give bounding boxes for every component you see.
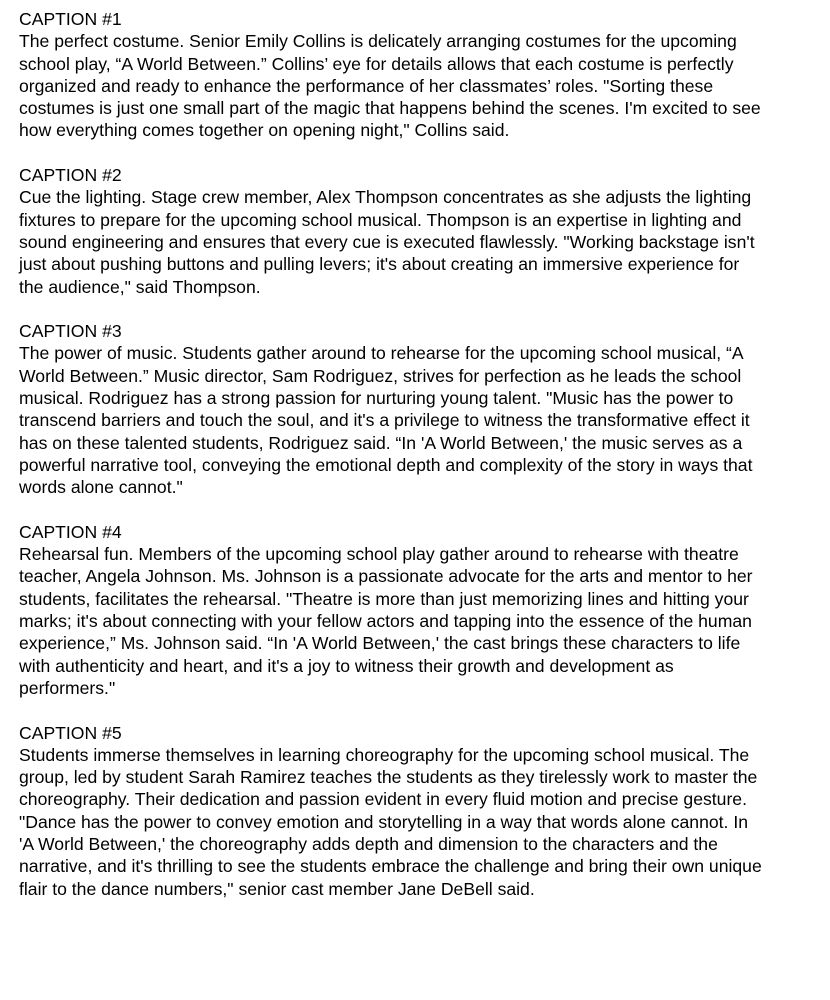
caption-line: powerful narrative tool, conveying the emotional depth and complexity of the story in ways that [19, 454, 753, 475]
caption-line: teacher, Angela Johnson. Ms. Johnson is a passionate advocate for the arts and mentor to her [19, 566, 753, 587]
caption-line: World Between.” Music director, Sam Rodriguez, strives for perfection as he leads the school [19, 365, 742, 386]
caption-line: with authenticity and heart, and it's a joy to witness their growth and development as [19, 655, 674, 676]
caption-line: just about pushing buttons and pulling levers; it's about creating an immersive experience for [19, 254, 740, 275]
caption-line: has on these talented students, Rodriguez said. “In 'A World Between,' the music serves as a [19, 432, 743, 453]
caption-heading: CAPTION #3 [19, 321, 122, 342]
caption-2 [19, 164, 819, 298]
caption-body [19, 186, 819, 297]
caption-line: school play, “A World Between.” Collins’ eye for details allows that each costume is perfectly [19, 53, 734, 74]
caption-body [19, 744, 819, 900]
caption-line: group, led by student Sarah Ramirez teaches the students as they tirelessly work to master the [19, 767, 758, 788]
caption-line: how everything comes together on opening night," Collins said. [19, 120, 510, 141]
caption-4 [19, 521, 819, 699]
caption-heading: CAPTION #1 [19, 9, 122, 29]
caption-heading: CAPTION #4 [19, 521, 122, 542]
caption-line: marks; it's about connecting with your fellow actors and tapping into the essence of the human [19, 611, 752, 632]
caption-line: students, facilitates the rehearsal. "Theatre is more than just memorizing lines and hitting your [19, 588, 749, 609]
caption-body [19, 30, 819, 141]
caption-line: fixtures to prepare for the upcoming school musical. Thompson is an expertise in lighting and [19, 209, 742, 230]
caption-1 [19, 8, 819, 142]
caption-line: The perfect costume. Senior Emily Collins is delicately arranging costumes for the upcoming [19, 31, 737, 52]
caption-line: organized and ready to enhance the performance of her classmates’ roles. "Sorting these [19, 75, 714, 96]
caption-line: transcend barriers and touch the soul, and it's a privilege to witness the transformative effect it [19, 410, 750, 431]
caption-line: performers." [19, 677, 116, 698]
caption-line: costumes is just one small part of the magic that happens behind the scenes. I'm excited to see [19, 98, 761, 119]
caption-5 [19, 722, 819, 900]
caption-body [19, 342, 819, 498]
caption-line: Rehearsal fun. Members of the upcoming school play gather around to rehearse with theatre [19, 544, 739, 565]
caption-line: Students immerse themselves in learning choreography for the upcoming school musical. The [19, 744, 750, 765]
caption-3 [19, 320, 819, 498]
caption-line: words alone cannot." [19, 477, 183, 498]
document-page [19, 8, 819, 922]
caption-line: narrative, and it's thrilling to see the students embrace the challenge and bring their own unique [19, 856, 762, 877]
caption-heading: CAPTION #2 [19, 165, 122, 186]
caption-line: Cue the lighting. Stage crew member, Alex Thompson concentrates as she adjusts the lighting [19, 187, 752, 208]
caption-line: musical. Rodriguez has a strong passion for nurturing young talent. "Music has the power to [19, 388, 734, 409]
caption-line: "Dance has the power to convey emotion and storytelling in a way that words alone cannot. In [19, 811, 748, 832]
caption-line: The power of music. Students gather around to rehearse for the upcoming school musical, “A [19, 343, 744, 364]
caption-line: choreography. Their dedication and passion evident in every fluid motion and precise gesture. [19, 789, 747, 810]
caption-line: flair to the dance numbers," senior cast member Jane DeBell said. [19, 878, 535, 899]
caption-line: the audience," said Thompson. [19, 276, 261, 297]
caption-line: sound engineering and ensures that every cue is executed flawlessly. "Working backstage isn't [19, 231, 755, 252]
caption-line: experience,” Ms. Johnson said. “In 'A World Between,' the cast brings these characters to life [19, 633, 741, 654]
caption-body [19, 543, 819, 699]
caption-line: 'A World Between,' the choreography adds depth and dimension to the characters and the [19, 833, 718, 854]
caption-heading: CAPTION #5 [19, 722, 122, 743]
